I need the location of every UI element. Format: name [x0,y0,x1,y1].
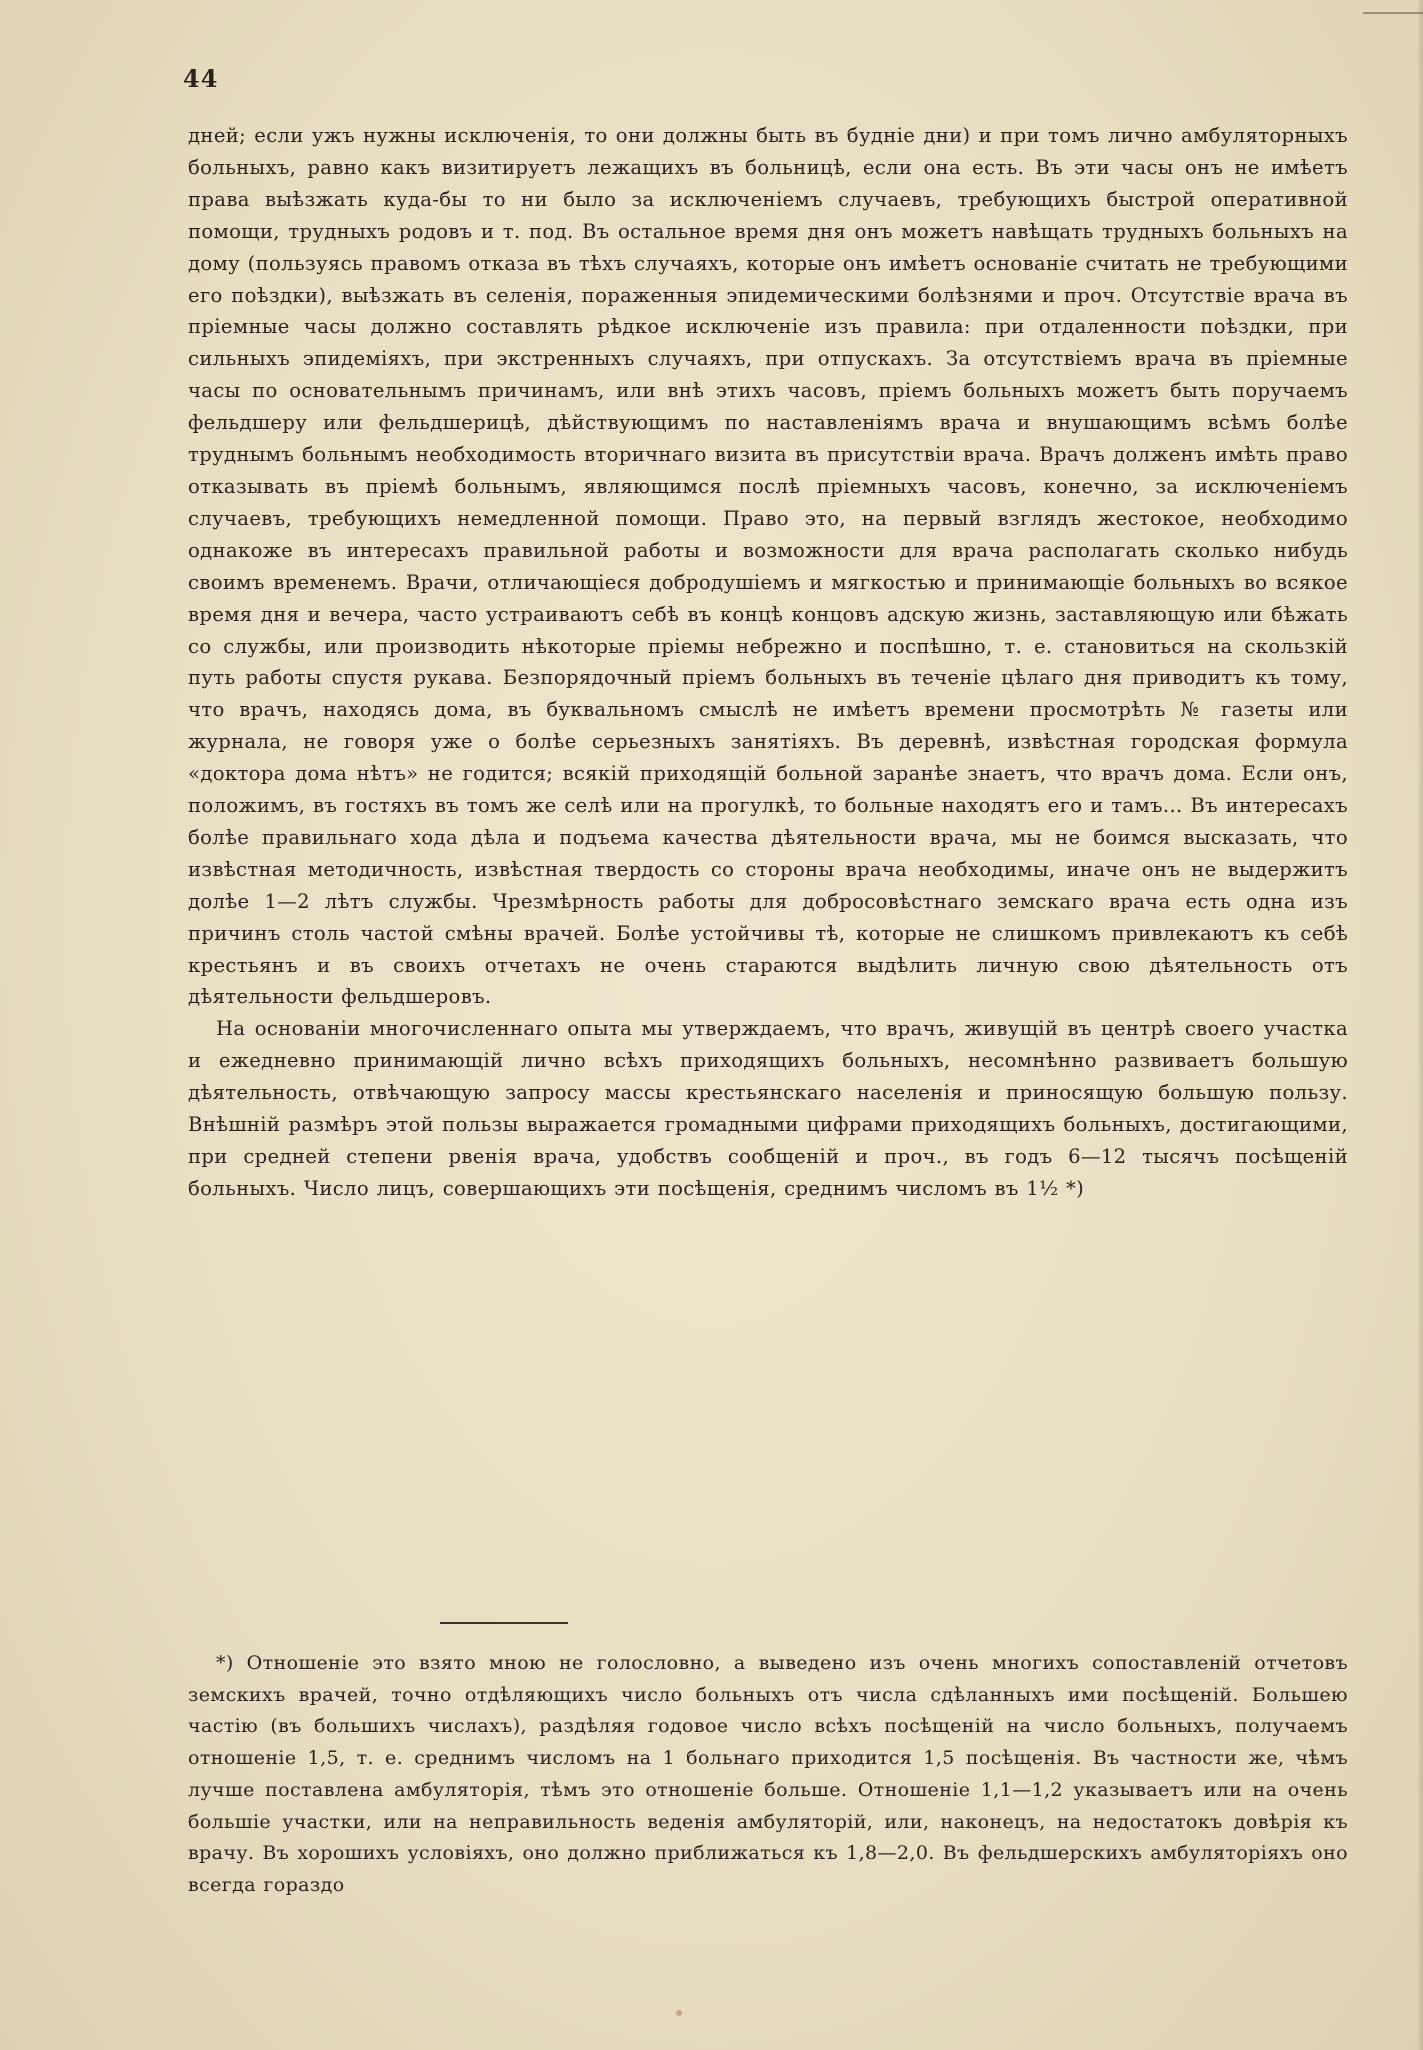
page-number: 44 [183,64,219,93]
footnote-separator [440,1622,568,1624]
page-edge-shadow [1417,0,1423,2050]
body-paragraph-2: На основаніи многочисленнаго опыта мы утверждаемъ, что врачъ, живущій въ центрѣ своего участка и ежедневно принимающій лично всѣхъ приходящихъ больныхъ, несомнѣнно развиваетъ большую дѣятельность, отвѣчающую запросу массы крестьянскаго населенія и приносящую большую пользу. Внѣшній размѣръ этой пользы выражается громадными цифрами приходящихъ больныхъ, достигающими, при средней степени рвенія врача, удобствъ сообщеній и проч., въ годъ 6—12 тысячъ посѣщеній больныхъ. Число лицъ, совершающихъ эти посѣщенія, среднимъ числомъ въ 1½ *) [188,1017,1348,1200]
footnote: *) Отношеніе это взято мною не голословно, а выведено изъ очень многихъ сопоставленій отчетовъ земскихъ врачей, точно отдѣляющихъ число больныхъ отъ числа сдѣланныхъ ими посѣщеній. Большею частію (въ большихъ числахъ), раздѣляя годовое число всѣхъ посѣщеній на число больныхъ, получаемъ отношеніе 1,5, т. е. среднимъ числомъ на 1 больнаго приходится 1,5 посѣщенія. Въ частности же, чѣмъ лучше поставлена амбуляторія, тѣмъ это отношеніе больше. Отношеніе 1,1—1,2 указываетъ или на очень большіе участки, или на неправильность веденія амбуляторій, или, наконецъ, на недостатокъ довѣрія къ врачу. Въ хорошихъ условіяхъ, оно должно приближаться къ 1,8—2,0. Въ фельдшерскихъ амбуляторіяхъ оно всегда гораздо [188,1652,1348,1896]
paper-speck [676,2010,682,2016]
body-paragraph-1: дней; если ужъ нужны исключенія, то они должны быть въ будніе дни) и при томъ лично амбуляторныхъ больныхъ, равно какъ визитируетъ лежащихъ въ больницѣ, если она есть. Въ эти часы онъ не имѣетъ права выѣзжать куда-бы то ни было за исключеніемъ случаевъ, требующихъ быстрой оперативной помощи, трудныхъ родовъ и т. под. Въ остальное время дня онъ можетъ навѣщать трудныхъ больныхъ на дому (пользуясь правомъ отказа въ тѣхъ случаяхъ, которые онъ имѣетъ основаніе считать не требующими его поѣздки), выѣзжать въ селенія, пораженныя эпидемическими болѣзнями и проч. Отсутствіе врача въ пріемные часы должно составлять рѣдкое исключеніе изъ правила: при отдаленности поѣздки, при сильныхъ эпидеміяхъ, при экстренныхъ случаяхъ, при отпускахъ. За отсутствіемъ врача въ пріемные часы по основательнымъ причинамъ, или внѣ этихъ часовъ, пріемъ больныхъ можетъ быть поручаемъ фельдшеру или фельдшерицѣ, дѣйствующимъ по наставленіямъ врача и внушающимъ всѣмъ болѣе труднымъ больнымъ необходимость вторичнаго визита въ присутствіи врача. Врачъ долженъ имѣть право отказывать въ пріемѣ больнымъ, являющимся послѣ пріемныхъ часовъ, конечно, за исключеніемъ случаевъ, требующихъ немедленной помощи. Право это, на первый взглядъ жестокое, необходимо однакоже въ интересахъ правильной работы и возможности для врача располагать сколько нибудь своимъ временемъ. Врачи, отличающіеся добродушіемъ и мягкостью и принимающіе больныхъ во всякое время дня и вечера, часто устраиваютъ себѣ въ концѣ концовъ адскую жизнь, заставляющую или бѣжать со службы, или производить нѣкоторые пріемы небрежно и поспѣшно, т. е. становиться на скользкій путь работы спустя рукава. Безпорядочный пріемъ больныхъ въ теченіе цѣлаго дня приводитъ къ тому, что врачъ, находясь дома, въ буквальномъ смыслѣ не имѣетъ времени просмотрѣть № газеты или журнала, не говоря уже о болѣе серьезныхъ занятіяхъ. Въ деревнѣ, извѣстная городская формула «доктора дома нѣтъ» не годится; всякій приходящій больной заранѣе знаетъ, что врачъ дома. Если онъ, положимъ, въ гостяхъ въ томъ же селѣ или на прогулкѣ, то больные находятъ его и тамъ... Въ интересахъ болѣе правильнаго хода дѣла и подъема качества дѣятельности врача, мы не боимся высказать, что извѣстная методичность, извѣстная твердость со стороны врача необходимы, иначе онъ не выдержитъ долѣе 1—2 лѣтъ службы. Чрезмѣрность работы для добросовѣстнаго земскаго врача есть одна изъ причинъ столь частой смѣны врачей. Болѣе устойчивы тѣ, которые не слишкомъ привлекаютъ къ себѣ крестьянъ и въ своихъ отчетахъ не очень стараются выдѣлить личную свою дѣятельность отъ дѣятельности фельдшеровъ. [188,124,1348,1009]
top-edge-rule [1363,12,1423,14]
main-text-block [188,120,1348,1205]
